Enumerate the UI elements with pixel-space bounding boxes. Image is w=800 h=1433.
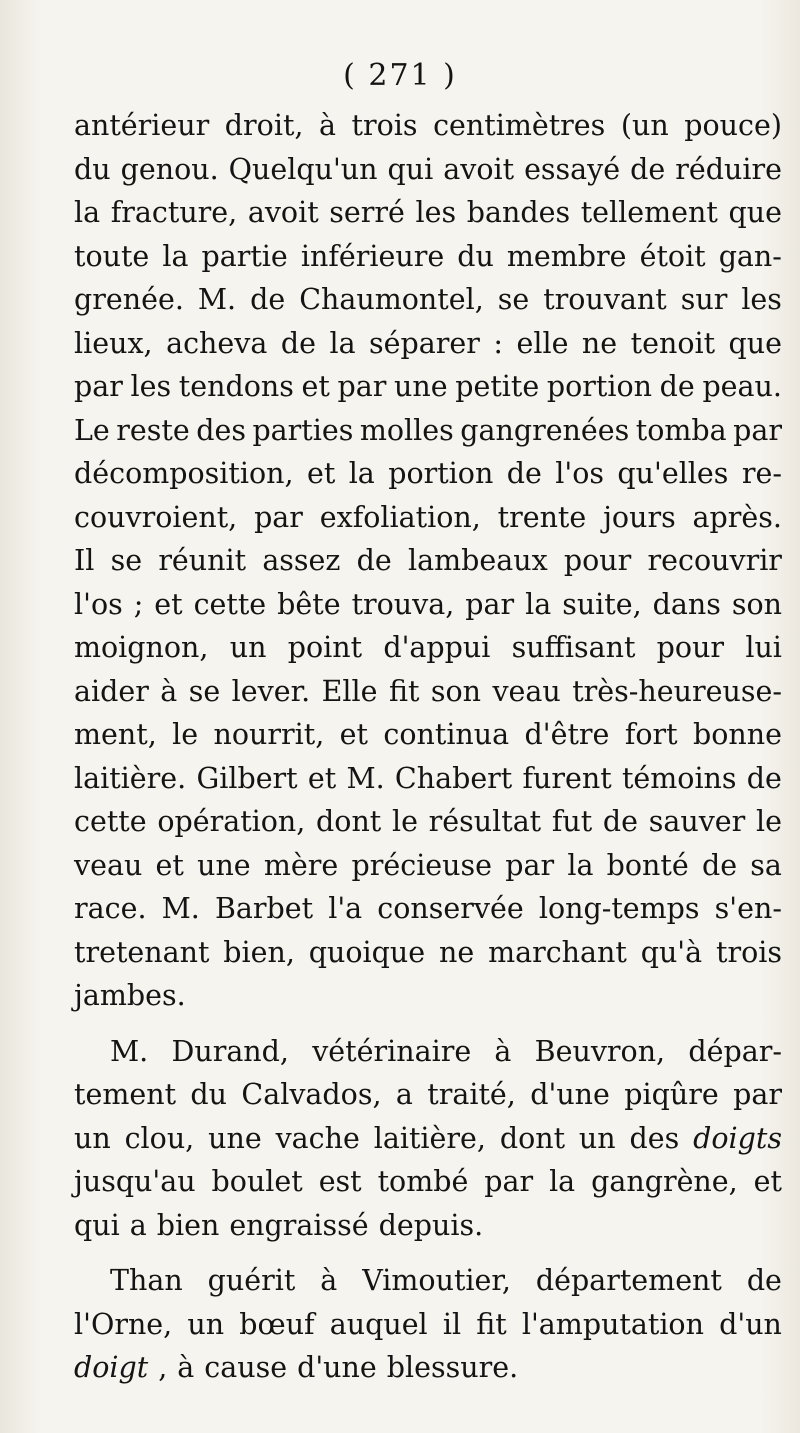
word: essayé xyxy=(524,152,621,186)
text-line xyxy=(74,887,782,931)
word: engraissé xyxy=(229,1208,369,1242)
word: et xyxy=(155,848,184,882)
word: opération, xyxy=(157,805,306,838)
word: ment, xyxy=(74,718,157,751)
word: la xyxy=(525,587,552,621)
word: couvroient, xyxy=(74,500,238,534)
text-line xyxy=(74,365,782,409)
word: d'appui xyxy=(383,631,491,664)
word: point xyxy=(287,631,363,664)
word: centimètres xyxy=(433,109,606,142)
word: M. xyxy=(346,761,385,795)
word: partie xyxy=(201,239,288,273)
text-line xyxy=(74,539,782,583)
word: est xyxy=(318,1165,362,1198)
word: à xyxy=(494,1034,512,1068)
word: qui xyxy=(74,1208,120,1242)
word: portion xyxy=(546,370,652,403)
word: fracture, xyxy=(110,196,238,229)
word: fit xyxy=(388,674,420,708)
text-line xyxy=(74,452,782,496)
word: d'un xyxy=(719,1307,782,1341)
word: tomba xyxy=(635,413,727,447)
word: la xyxy=(348,457,375,490)
word: de xyxy=(280,326,316,360)
text-line xyxy=(74,409,782,453)
word: le xyxy=(756,805,782,838)
text-line xyxy=(74,148,782,192)
word: l'Orne, xyxy=(74,1307,173,1341)
word: de xyxy=(701,848,738,882)
paragraph xyxy=(74,104,782,1018)
word: Calvados, xyxy=(241,1078,382,1111)
word: d'une xyxy=(530,1078,610,1111)
word: Elle xyxy=(321,674,378,708)
word: a xyxy=(395,1078,413,1111)
word: réduire xyxy=(675,152,782,186)
word: très-heureuse- xyxy=(572,674,782,708)
word: doigts xyxy=(693,1121,782,1155)
word: qu'à xyxy=(640,935,703,969)
word: la xyxy=(162,239,189,273)
word: boulet xyxy=(211,1165,303,1198)
word: peau. xyxy=(702,370,782,403)
word: par xyxy=(733,413,782,447)
word: la xyxy=(549,1165,576,1198)
word: se xyxy=(110,544,143,577)
word: cette xyxy=(193,587,267,621)
word: qui xyxy=(387,152,434,186)
word: re- xyxy=(741,457,782,490)
word: tenoit xyxy=(630,326,716,360)
text-line xyxy=(74,1160,782,1204)
word: la xyxy=(567,848,594,882)
word: elle xyxy=(516,326,569,360)
word: pour xyxy=(563,544,632,577)
word: tretenant xyxy=(74,935,210,969)
word: reste xyxy=(116,413,190,447)
word: a xyxy=(129,1208,147,1242)
word: , xyxy=(158,1351,168,1384)
word: pour xyxy=(656,631,725,664)
text-line xyxy=(74,322,782,366)
word: de xyxy=(602,805,639,838)
word: il xyxy=(442,1307,462,1341)
text-block xyxy=(74,104,782,1390)
word: l'os xyxy=(74,587,123,621)
word: Chaumontel, xyxy=(299,283,484,316)
word: une xyxy=(394,370,448,403)
word: depuis. xyxy=(378,1208,484,1242)
paragraph xyxy=(74,1259,782,1390)
word: tement xyxy=(74,1078,177,1111)
word: dont xyxy=(316,805,382,838)
word: acheva xyxy=(166,326,268,360)
word: lambeaux xyxy=(408,544,548,577)
page-number: ( 271 ) xyxy=(343,58,457,93)
word: tellement xyxy=(580,196,718,229)
word: toute xyxy=(74,239,150,273)
text-line xyxy=(74,931,782,975)
word: et xyxy=(154,587,183,621)
word: l'amputation xyxy=(521,1307,704,1341)
word: ne xyxy=(438,935,475,969)
word: les xyxy=(130,370,172,403)
word: suffisant xyxy=(511,631,636,664)
word: d'être xyxy=(524,718,610,751)
word: sauver xyxy=(648,805,746,838)
word: du xyxy=(74,152,111,186)
word: fit xyxy=(476,1307,507,1341)
word: séparer xyxy=(369,326,480,360)
word: conservée xyxy=(377,892,524,925)
word: et xyxy=(339,718,368,751)
word: à xyxy=(160,674,178,708)
text-line xyxy=(74,1303,782,1347)
word: membre xyxy=(506,239,627,273)
word: un xyxy=(74,1121,111,1155)
word: dont xyxy=(499,1121,566,1155)
word: de xyxy=(746,761,782,795)
word: les xyxy=(741,283,782,316)
word: le xyxy=(172,718,199,751)
word: bandes xyxy=(466,196,571,229)
word: fut xyxy=(551,805,593,838)
word: traité, xyxy=(427,1078,516,1111)
word: moignon, xyxy=(74,631,209,664)
word: nourrit, xyxy=(213,718,325,751)
word: dans xyxy=(652,587,721,621)
word: et xyxy=(753,1165,782,1198)
word: Le xyxy=(74,413,110,447)
word: antérieur xyxy=(74,109,210,142)
word: de xyxy=(630,152,666,186)
word: suite, xyxy=(562,587,642,621)
paragraph xyxy=(74,1030,782,1248)
word: l'a xyxy=(328,892,363,925)
text-line xyxy=(74,1030,782,1074)
word: de xyxy=(356,544,392,577)
word: étoit xyxy=(639,239,706,273)
word: petite xyxy=(455,370,540,403)
word: trois xyxy=(351,109,418,142)
word: laitière, xyxy=(373,1121,486,1155)
text-line xyxy=(74,974,782,1018)
text-line xyxy=(74,844,782,888)
word: des xyxy=(196,413,246,447)
text-line xyxy=(74,757,782,801)
word: bœuf xyxy=(239,1307,315,1341)
word: molles xyxy=(359,413,454,447)
word: s'en- xyxy=(714,892,782,925)
word: guérit xyxy=(207,1264,296,1297)
word: les xyxy=(415,196,457,229)
word: à xyxy=(319,109,336,142)
text-line xyxy=(74,1073,782,1117)
word: Beuvron, xyxy=(534,1034,666,1068)
word: sur xyxy=(680,283,728,316)
word: parties xyxy=(252,413,354,447)
word: vache xyxy=(275,1121,360,1155)
word: son xyxy=(731,587,782,621)
word: témoins xyxy=(621,761,737,795)
word: Gilbert xyxy=(196,761,298,795)
word: précieuse xyxy=(351,848,493,882)
word: et xyxy=(307,761,337,795)
word: M. xyxy=(197,283,237,316)
text-line xyxy=(74,583,782,627)
word: furent xyxy=(522,761,612,795)
word: à xyxy=(177,1351,195,1384)
word: par xyxy=(465,587,515,621)
word: son xyxy=(430,674,481,708)
word: mère xyxy=(263,848,339,882)
text-line xyxy=(74,278,782,322)
word: lui xyxy=(745,631,782,664)
word: après. xyxy=(692,500,782,534)
word: tombé xyxy=(377,1165,469,1198)
word: que xyxy=(728,326,782,360)
word: avoit xyxy=(443,152,515,186)
word: long-temps xyxy=(538,892,700,925)
word: réunit xyxy=(158,544,247,577)
word: quoique xyxy=(308,935,426,969)
text-line xyxy=(74,670,782,714)
word: cette xyxy=(74,805,147,838)
word: de xyxy=(506,457,542,490)
word: trouva, xyxy=(351,587,455,621)
word: de xyxy=(746,1264,782,1297)
word: une xyxy=(197,848,251,882)
word: continua xyxy=(383,718,510,751)
word: bête xyxy=(277,587,341,621)
word: blessure. xyxy=(386,1351,519,1384)
word: bonne xyxy=(693,718,782,751)
word: par xyxy=(505,848,555,882)
text-line xyxy=(74,496,782,540)
word: recouvrir xyxy=(647,544,782,577)
word: par xyxy=(733,1078,782,1111)
word: de xyxy=(659,370,695,403)
word: qu'elles xyxy=(617,457,729,490)
word: jambes. xyxy=(74,979,186,1012)
word: décomposition, xyxy=(74,457,294,490)
word: un xyxy=(229,631,267,664)
text-line xyxy=(74,626,782,670)
word: se xyxy=(497,283,530,316)
word: par xyxy=(484,1165,534,1198)
word: gangrenées xyxy=(460,413,630,447)
word: du xyxy=(190,1078,228,1111)
word: Durand, xyxy=(171,1034,289,1068)
word: aider xyxy=(74,674,149,708)
word: laitière. xyxy=(74,761,187,795)
word: M. xyxy=(161,892,200,925)
word: assez xyxy=(262,544,341,577)
word: par xyxy=(337,370,387,403)
text-line xyxy=(74,191,782,235)
word: : xyxy=(493,326,503,360)
word: droit, xyxy=(224,109,304,142)
word: et xyxy=(306,457,336,490)
word: lever. xyxy=(231,674,311,708)
word: un xyxy=(578,1121,616,1155)
word: un xyxy=(187,1307,225,1341)
word: à xyxy=(320,1264,338,1297)
text-line xyxy=(74,1117,782,1161)
word: le xyxy=(391,805,418,838)
word: jours xyxy=(603,500,676,534)
word: de xyxy=(250,283,286,316)
word: avoit xyxy=(247,196,319,229)
word: du xyxy=(457,239,494,273)
text-line xyxy=(74,1346,782,1390)
word: trois xyxy=(716,935,782,969)
word: une xyxy=(208,1121,262,1155)
word: Than xyxy=(110,1264,183,1297)
word: par xyxy=(74,370,123,403)
word: des xyxy=(629,1121,680,1155)
text-line xyxy=(74,235,782,279)
word: dépar- xyxy=(688,1034,782,1068)
word: d'une xyxy=(297,1351,377,1384)
word: gan- xyxy=(718,239,782,273)
text-line xyxy=(74,1204,782,1248)
word: tendons xyxy=(178,370,294,403)
word: grenée. xyxy=(74,283,184,316)
word: piqûre xyxy=(624,1078,719,1111)
word: que xyxy=(728,196,782,229)
word: cause xyxy=(204,1351,288,1384)
word: Il xyxy=(74,544,95,577)
word: genou. xyxy=(120,152,219,186)
word: se xyxy=(188,674,221,708)
word: gangrène, xyxy=(591,1165,738,1198)
word: race. xyxy=(74,892,147,925)
word: par xyxy=(254,500,303,534)
word: lieux, xyxy=(74,326,153,360)
word: clou, xyxy=(124,1121,195,1155)
text-line xyxy=(74,1259,782,1303)
word: Barbet xyxy=(214,892,314,925)
word: bien xyxy=(156,1208,220,1242)
word: sa xyxy=(750,848,782,882)
word: trouvant xyxy=(543,283,667,316)
text-line xyxy=(74,800,782,844)
word: ; xyxy=(133,587,144,621)
word: département xyxy=(535,1264,722,1297)
word: la xyxy=(329,326,356,360)
word: l'os xyxy=(555,457,604,490)
word: portion xyxy=(388,457,494,490)
word: ne xyxy=(581,326,618,360)
word: vétérinaire xyxy=(312,1034,472,1068)
word: Chabert xyxy=(394,761,513,795)
word: fort xyxy=(624,718,678,751)
word: résultat xyxy=(428,805,542,838)
word: exfoliation, xyxy=(319,500,481,534)
word: doigt xyxy=(74,1351,149,1384)
word: veau xyxy=(74,848,143,882)
word: la xyxy=(74,196,101,229)
text-line xyxy=(74,104,782,148)
word: marchant xyxy=(488,935,627,969)
word: (un xyxy=(620,109,669,142)
word: inférieure xyxy=(300,239,445,273)
word: Vimoutier, xyxy=(362,1264,511,1297)
word: serré xyxy=(329,196,405,229)
word: jusqu'au xyxy=(74,1165,196,1198)
word: M. xyxy=(110,1034,149,1068)
word: et xyxy=(301,370,330,403)
word: trente xyxy=(497,500,587,534)
word: bien, xyxy=(223,935,295,969)
word: veau xyxy=(492,674,561,708)
word: pouce) xyxy=(684,109,782,142)
text-line xyxy=(74,713,782,757)
word: auquel xyxy=(329,1307,428,1341)
word: Quelqu'un xyxy=(228,152,378,186)
word: bonté xyxy=(606,848,689,882)
